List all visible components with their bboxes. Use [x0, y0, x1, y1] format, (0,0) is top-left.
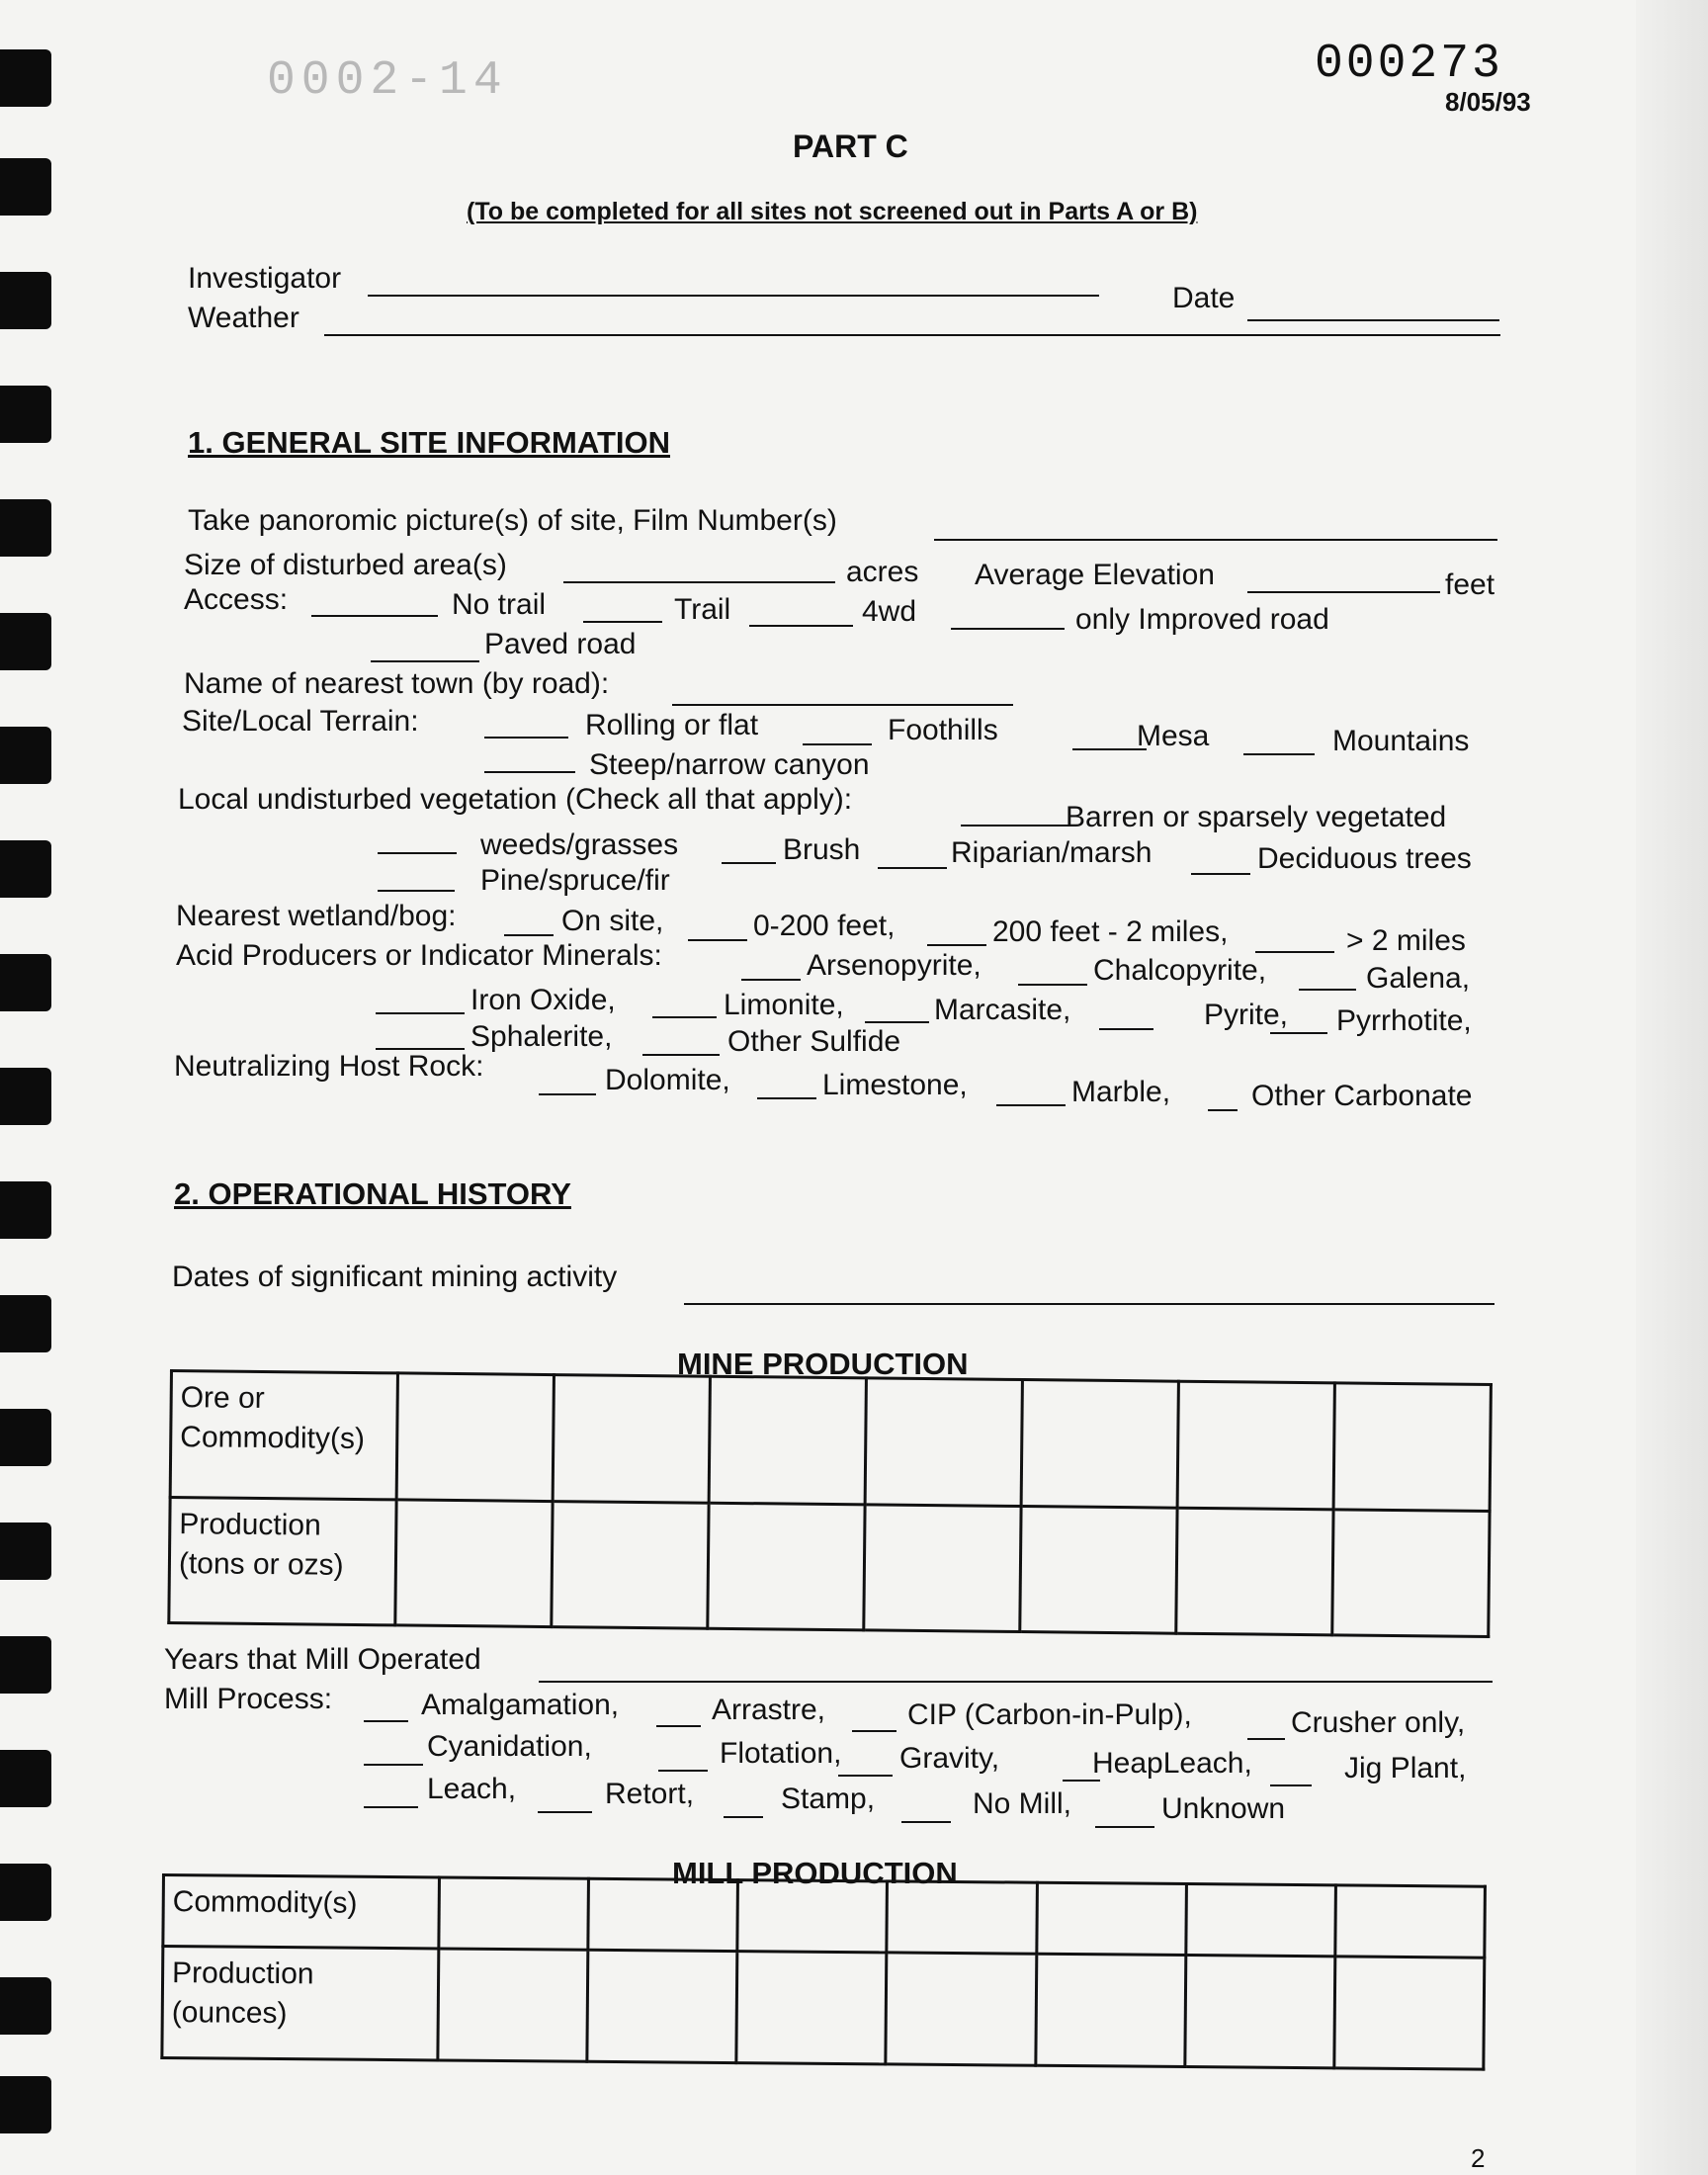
- mine-cell[interactable]: [708, 1503, 865, 1630]
- wetland-blank[interactable]: [504, 934, 554, 936]
- page-number: 2: [1471, 2143, 1486, 2173]
- acid-blank[interactable]: [642, 1054, 720, 1056]
- veg-barren: Barren or sparsely vegetated: [1066, 801, 1447, 833]
- mill-production-table: [160, 1873, 1487, 2071]
- acid-blank[interactable]: [865, 1021, 929, 1023]
- acid-blank[interactable]: [1299, 989, 1356, 991]
- acid-label: Acid Producers or Indicator Minerals:: [176, 939, 662, 972]
- mill-blank[interactable]: [838, 1775, 893, 1777]
- dates-field[interactable]: [684, 1303, 1494, 1305]
- mill-blank[interactable]: [656, 1725, 701, 1727]
- section1-title: 1. GENERAL SITE INFORMATION: [188, 425, 670, 460]
- mill-blank[interactable]: [658, 1770, 708, 1772]
- access-4wd: 4wd: [862, 595, 917, 628]
- mill-retort: Retort,: [605, 1778, 695, 1810]
- access-blank[interactable]: [951, 628, 1065, 630]
- mill-cell[interactable]: [587, 1950, 737, 2062]
- mill-jig-plant: Jig Plant,: [1344, 1752, 1467, 1784]
- document-date: 8/05/93: [1445, 87, 1531, 117]
- years-mill-label: Years that Mill Operated: [164, 1643, 481, 1676]
- host-other: Other Carbonate: [1251, 1080, 1473, 1112]
- acid-arsenopyrite: Arsenopyrite,: [807, 949, 982, 982]
- terrain-foothills: Foothills: [888, 714, 998, 746]
- terrain-blank[interactable]: [484, 771, 575, 773]
- mine-cell[interactable]: [1332, 1509, 1490, 1636]
- access-blank[interactable]: [749, 625, 853, 627]
- mill-no-mill: No Mill,: [973, 1787, 1072, 1820]
- access-paved: Paved road: [484, 628, 637, 660]
- mine-row-header: Production (tons or ozs): [169, 1497, 396, 1625]
- mill-cell[interactable]: [1035, 1954, 1185, 2066]
- veg-deciduous: Deciduous trees: [1257, 842, 1472, 875]
- vegetation-blank[interactable]: [378, 852, 457, 854]
- date-field[interactable]: [1247, 319, 1499, 321]
- access-trail: Trail: [674, 593, 731, 626]
- mill-row-header: Production (ounces): [162, 1946, 439, 2059]
- mill-flotation: Flotation,: [720, 1737, 842, 1770]
- terrain-canyon: Steep/narrow canyon: [589, 748, 870, 781]
- mill-blank[interactable]: [1247, 1738, 1285, 1740]
- terrain-mountains: Mountains: [1332, 725, 1470, 757]
- nearest-town-field[interactable]: [672, 704, 1013, 706]
- vegetation-blank[interactable]: [878, 867, 947, 869]
- mine-production-title: MINE PRODUCTION: [677, 1347, 969, 1381]
- panoramic-label: Take panoromic picture(s) of site, Film Number(s): [188, 504, 837, 537]
- host-rock-blank[interactable]: [539, 1093, 596, 1095]
- mine-cell[interactable]: [553, 1375, 710, 1503]
- mill-cell[interactable]: [1185, 1955, 1335, 2067]
- document-number: 000273: [1315, 38, 1503, 91]
- vegetation-blank[interactable]: [378, 890, 455, 892]
- wetland-on-site: On site,: [561, 905, 664, 937]
- nearest-town-label: Name of nearest town (by road):: [184, 667, 610, 700]
- section2-title: 2. OPERATIONAL HISTORY: [174, 1176, 571, 1211]
- mine-cell[interactable]: [1177, 1381, 1334, 1509]
- wetland-blank[interactable]: [688, 939, 747, 941]
- mine-cell[interactable]: [865, 1378, 1022, 1506]
- acid-sphalerite: Sphalerite,: [470, 1020, 613, 1053]
- mine-cell[interactable]: [552, 1501, 709, 1628]
- host-rock-label: Neutralizing Host Rock:: [174, 1050, 484, 1083]
- mill-cell[interactable]: [737, 1880, 888, 1953]
- acres-label: acres: [846, 556, 919, 588]
- terrain-blank[interactable]: [803, 743, 872, 745]
- veg-pine: Pine/spruce/fir: [480, 864, 670, 897]
- mine-cell[interactable]: [396, 1373, 554, 1501]
- mill-cell[interactable]: [588, 1878, 738, 1951]
- mill-blank[interactable]: [724, 1816, 763, 1818]
- mill-blank[interactable]: [364, 1806, 418, 1808]
- faint-stamp: 0002-14: [267, 54, 508, 108]
- host-rock-blank[interactable]: [1208, 1109, 1238, 1111]
- host-marble: Marble,: [1071, 1076, 1171, 1108]
- host-dolomite: Dolomite,: [605, 1064, 730, 1096]
- part-instruction: (To be completed for all sites not screened out in Parts A or B): [467, 198, 1198, 225]
- mill-production-title: MILL PRODUCTION: [672, 1856, 958, 1890]
- acid-marcasite: Marcasite,: [934, 994, 1071, 1026]
- mill-cell[interactable]: [1186, 1884, 1336, 1957]
- mill-arrastre: Arrastre,: [712, 1694, 826, 1726]
- wetland-200-2mi: 200 feet - 2 miles,: [992, 915, 1229, 948]
- mill-row-header: Commodity(s): [163, 1875, 440, 1949]
- veg-brush: Brush: [783, 833, 861, 866]
- wetland-blank[interactable]: [1255, 951, 1334, 953]
- mine-cell[interactable]: [1020, 1506, 1177, 1633]
- mill-heapleach: HeapLeach,: [1092, 1747, 1252, 1780]
- size-label: Size of disturbed area(s): [184, 549, 507, 581]
- mine-cell[interactable]: [1021, 1380, 1178, 1508]
- wetland-blank[interactable]: [927, 944, 986, 946]
- mill-cyanidation: Cyanidation,: [427, 1730, 592, 1763]
- mill-amalgamation: Amalgamation,: [421, 1689, 620, 1721]
- mill-cell[interactable]: [439, 1877, 589, 1950]
- weather-label: Weather: [188, 302, 299, 334]
- vegetation-label: Local undisturbed vegetation (Check all that apply):: [178, 783, 853, 816]
- mill-blank[interactable]: [364, 1764, 423, 1766]
- vegetation-blank[interactable]: [961, 825, 1069, 826]
- mill-cell[interactable]: [1036, 1882, 1186, 1955]
- veg-riparian: Riparian/marsh: [951, 836, 1153, 869]
- mill-blank[interactable]: [1095, 1826, 1154, 1828]
- size-field[interactable]: [563, 581, 835, 583]
- wetland-label: Nearest wetland/bog:: [176, 900, 457, 932]
- feet-label: feet: [1445, 568, 1495, 601]
- wetland-0-200: 0-200 feet,: [753, 910, 896, 942]
- avg-elevation-label: Average Elevation: [975, 559, 1215, 591]
- mill-blank[interactable]: [852, 1730, 897, 1732]
- part-title: PART C: [793, 129, 908, 164]
- mill-process-label: Mill Process:: [164, 1683, 333, 1715]
- film-number-field[interactable]: [934, 539, 1497, 541]
- terrain-blank[interactable]: [1072, 748, 1147, 750]
- avg-elevation-field[interactable]: [1247, 591, 1440, 593]
- host-rock-blank[interactable]: [996, 1104, 1066, 1106]
- access-improved: only Improved road: [1075, 603, 1329, 636]
- mill-stamp: Stamp,: [781, 1783, 876, 1815]
- acid-other-sulfide: Other Sulfide: [727, 1025, 901, 1058]
- mill-cell[interactable]: [1335, 1885, 1486, 1958]
- access-no-trail: No trail: [452, 588, 547, 621]
- mine-cell[interactable]: [395, 1499, 553, 1626]
- acid-limonite: Limonite,: [724, 989, 844, 1021]
- mill-cell[interactable]: [886, 1953, 1036, 2065]
- vegetation-blank[interactable]: [1191, 873, 1250, 875]
- mine-cell[interactable]: [1176, 1508, 1333, 1635]
- acid-blank[interactable]: [1018, 984, 1087, 986]
- mill-unknown: Unknown: [1161, 1792, 1286, 1825]
- host-rock-blank[interactable]: [757, 1097, 816, 1099]
- vegetation-blank[interactable]: [722, 862, 776, 864]
- page-edge: [1636, 0, 1708, 2175]
- access-blank[interactable]: [311, 615, 438, 617]
- years-mill-field[interactable]: [539, 1681, 1493, 1683]
- acid-pyrrhotite: Pyrrhotite,: [1336, 1004, 1472, 1037]
- terrain-blank[interactable]: [484, 737, 568, 739]
- mill-cell[interactable]: [1334, 1957, 1485, 2069]
- mill-cell[interactable]: [736, 1952, 887, 2064]
- mill-cell[interactable]: [887, 1881, 1037, 1954]
- mine-cell[interactable]: [1333, 1383, 1491, 1511]
- terrain-label: Site/Local Terrain:: [182, 705, 419, 738]
- mill-blank[interactable]: [901, 1821, 951, 1823]
- access-blank[interactable]: [583, 621, 662, 623]
- access-blank[interactable]: [371, 660, 479, 662]
- acid-pyrite: Pyrite,: [1204, 999, 1289, 1031]
- acid-blank[interactable]: [1270, 1032, 1327, 1034]
- wetland-gt-2mi: > 2 miles: [1346, 924, 1466, 957]
- acid-blank[interactable]: [652, 1016, 717, 1018]
- acid-chalcopyrite: Chalcopyrite,: [1093, 954, 1267, 987]
- date-label: Date: [1172, 282, 1236, 314]
- terrain-rolling: Rolling or flat: [585, 709, 759, 741]
- mill-cell[interactable]: [438, 1949, 588, 2061]
- mill-gravity: Gravity,: [899, 1742, 1000, 1775]
- mill-blank[interactable]: [364, 1720, 408, 1722]
- acid-galena: Galena,: [1366, 962, 1471, 995]
- acid-iron-oxide: Iron Oxide,: [470, 984, 616, 1016]
- weather-field[interactable]: [324, 334, 1500, 336]
- acid-blank[interactable]: [1099, 1028, 1153, 1030]
- mill-blank[interactable]: [538, 1811, 592, 1813]
- mine-cell[interactable]: [709, 1376, 866, 1504]
- mine-cell[interactable]: [864, 1504, 1021, 1631]
- investigator-label: Investigator: [188, 262, 342, 295]
- veg-weeds: weeds/grasses: [480, 828, 679, 861]
- investigator-field[interactable]: [368, 295, 1099, 297]
- dates-label: Dates of significant mining activity: [172, 1261, 618, 1293]
- mine-row-header: Ore or Commodity(s): [170, 1371, 397, 1500]
- mill-leach: Leach,: [427, 1773, 517, 1805]
- terrain-mesa: Mesa: [1137, 720, 1210, 752]
- acid-blank[interactable]: [376, 1012, 465, 1014]
- mill-crusher: Crusher only,: [1291, 1706, 1466, 1739]
- mill-cip: CIP (Carbon-in-Pulp),: [907, 1698, 1192, 1731]
- terrain-blank[interactable]: [1243, 753, 1315, 755]
- acid-blank[interactable]: [741, 979, 801, 981]
- access-label: Access:: [184, 583, 289, 616]
- host-limestone: Limestone,: [822, 1069, 968, 1101]
- mill-blank[interactable]: [1270, 1784, 1312, 1786]
- mine-production-table: [167, 1369, 1493, 1638]
